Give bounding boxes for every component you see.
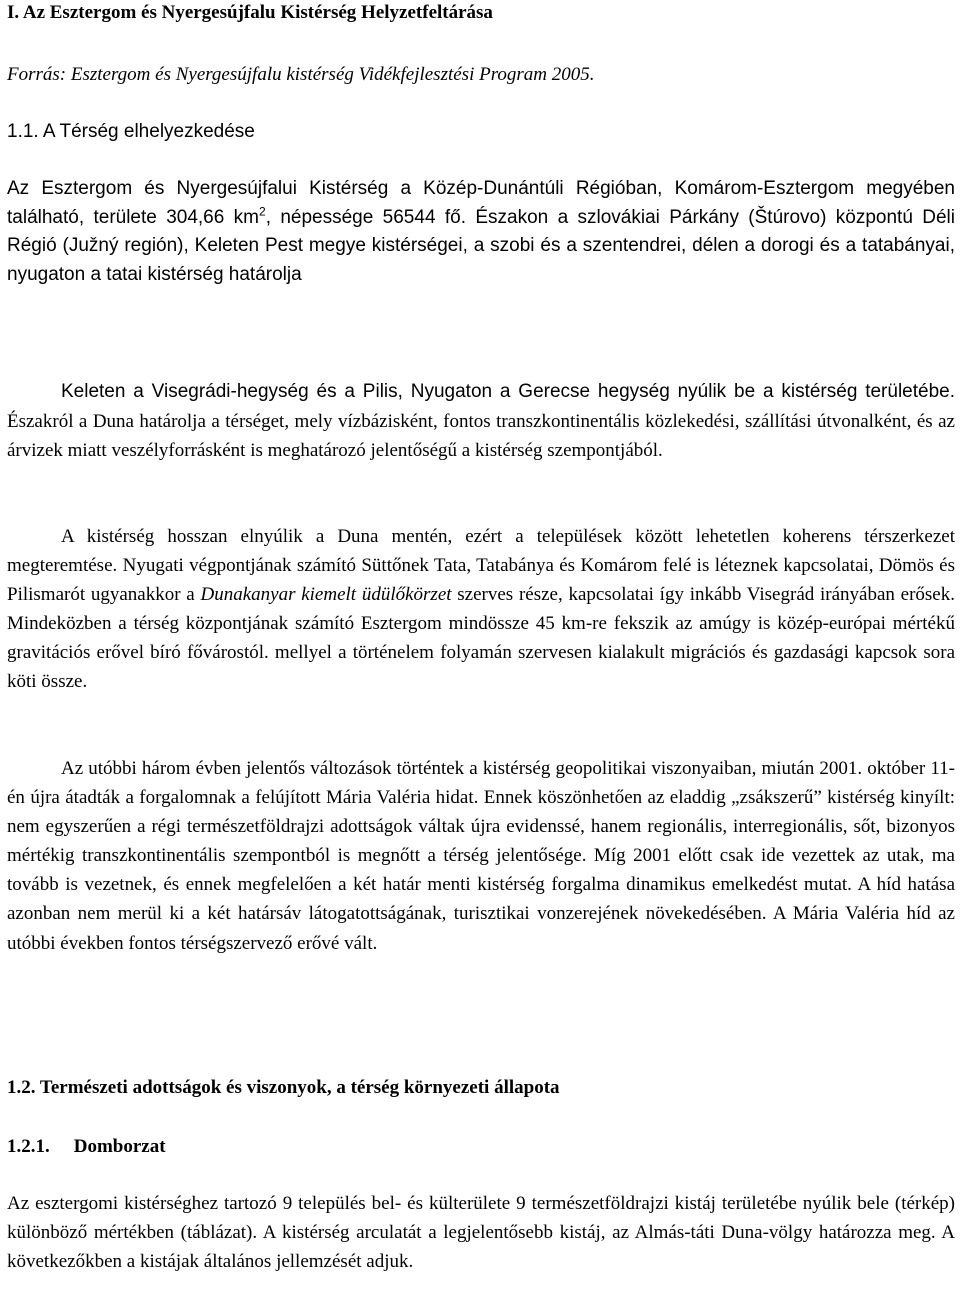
paragraph-mountains-sans: Keleten a Visegrádi-hegység és a Pilis, Nyugaton a Gerecse hegység nyúlik be a kistérség területébe. bbox=[61, 381, 955, 402]
paragraph-relief: Az esztergomi kistérséghez tartozó 9 település bel- és külterülete 9 természetföldrajzi kistáj területébe nyúlik bele (térkép) különböző mértékben (táblázat). A kistérség arculatát a legjelentősebb kistáj, az Almás-táti Duna-völgy határozza meg. A következőkben a kistájak általános jellemzését adjuk. bbox=[7, 1193, 955, 1273]
paragraph-location-text-a: Az Esztergom és Nyergesújfalui Kistérség a Közép-Dunántúli Régióban, Komárom-Esztergom megyében található, területe 304,66 km bbox=[7, 178, 955, 228]
paragraph-mountains-serif: Északról a Duna határolja a térséget, mely vízbázisként, fontos transzkontinentális közlekedési, szállítási útvonalként, és az árvizek miatt veszélyforrásként is meghatározó jelentőségű a kistérség szempontjából. bbox=[7, 410, 955, 461]
document-title: I. Az Esztergom és Nyergesújfalu Kistérség Helyzetfeltárása bbox=[7, 2, 493, 23]
section-number: 1.2.1. bbox=[7, 1136, 50, 1157]
paragraph-bridge: Az utóbbi három évben jelentős változások történtek a kistérség geopolitikai viszonyaiban, miután 2001. október 11-én újra átadták a forgalomnak a felújított Mária Valéria hidat. Ennek köszönhetően az eladdig „zsákszerű” kistérség kinyílt: nem egyszerűen a régi természetföldrajzi adottságok váltak újra evidenssé, hanem regionális, interregionális, sőt, bizonyos mértékig transzkontinentális szempontból is megnőtt a térség jelentősége. Míg 2001 előtt csak ide vezettek az utak, ma tovább is vezetnek, és ennek megfelelően a két határ menti kistérség forgalma dinamikus emelkedést mutat. A híd hatása azonban nem merül ki a két határsáv látogatottságának, turisztikai vonzerejének növekedésében. A Mária Valéria híd az utóbbi években fontos térségszervező erővé vált. bbox=[7, 758, 955, 954]
source-line: Forrás: Esztergom és Nyergesújfalu kistérség Vidékfejlesztési Program 2005. bbox=[7, 64, 595, 85]
paragraph-location bbox=[7, 175, 955, 289]
paragraph-mountains bbox=[7, 377, 955, 465]
section-heading-1-2-1 bbox=[7, 1132, 955, 1161]
paragraph-danube-text-a: A kistérség hosszan elnyúlik a Duna mentén, ezért a települések között lehetetlen koherens térszerkezet megteremtése. Nyugati végpontjának számító Süttőnek Tata, Tatabánya és Komárom felé is léteznek kapcsolatai, Dömös és Pilismarót ugyanakkor a bbox=[7, 526, 955, 606]
superscript-2: 2 bbox=[259, 204, 266, 219]
section-heading-1-2: 1.2. Természeti adottságok és viszonyok, a térség környezeti állapota bbox=[7, 1077, 560, 1098]
paragraph-danube bbox=[7, 522, 955, 697]
section-heading-1-1: 1.1. A Térség elhelyezkedése bbox=[7, 121, 255, 142]
paragraph-danube-text-b: szerves része, kapcsolatai így inkább Visegrád irányában erősek. Mindeközben a térség központjának számító Esztergom mindössze 45 km-re fekszik az amúgy is közép-európai mértékű gravitációs erővel bíró fővárostól. mellyel a történelem folyamán szervesen kialakult migrációs és gazdasági kapcsok sora köti össze. bbox=[7, 584, 955, 693]
paragraph-location-text-b: , népessége 56544 fő. Északon a szlovákiai Párkány (Štúrovo) központú Déli Régió (Južný región), Keleten Pest megye kistérségei, a szobi és a szentendrei, délen a dorogi és a tatabányai, nyugaton a tatai kistérség határolja bbox=[7, 206, 955, 285]
paragraph-danube-italic: Dunakanyar kiemelt üdülőkörzet bbox=[200, 584, 452, 606]
section-title: Domborzat bbox=[73, 1136, 166, 1157]
